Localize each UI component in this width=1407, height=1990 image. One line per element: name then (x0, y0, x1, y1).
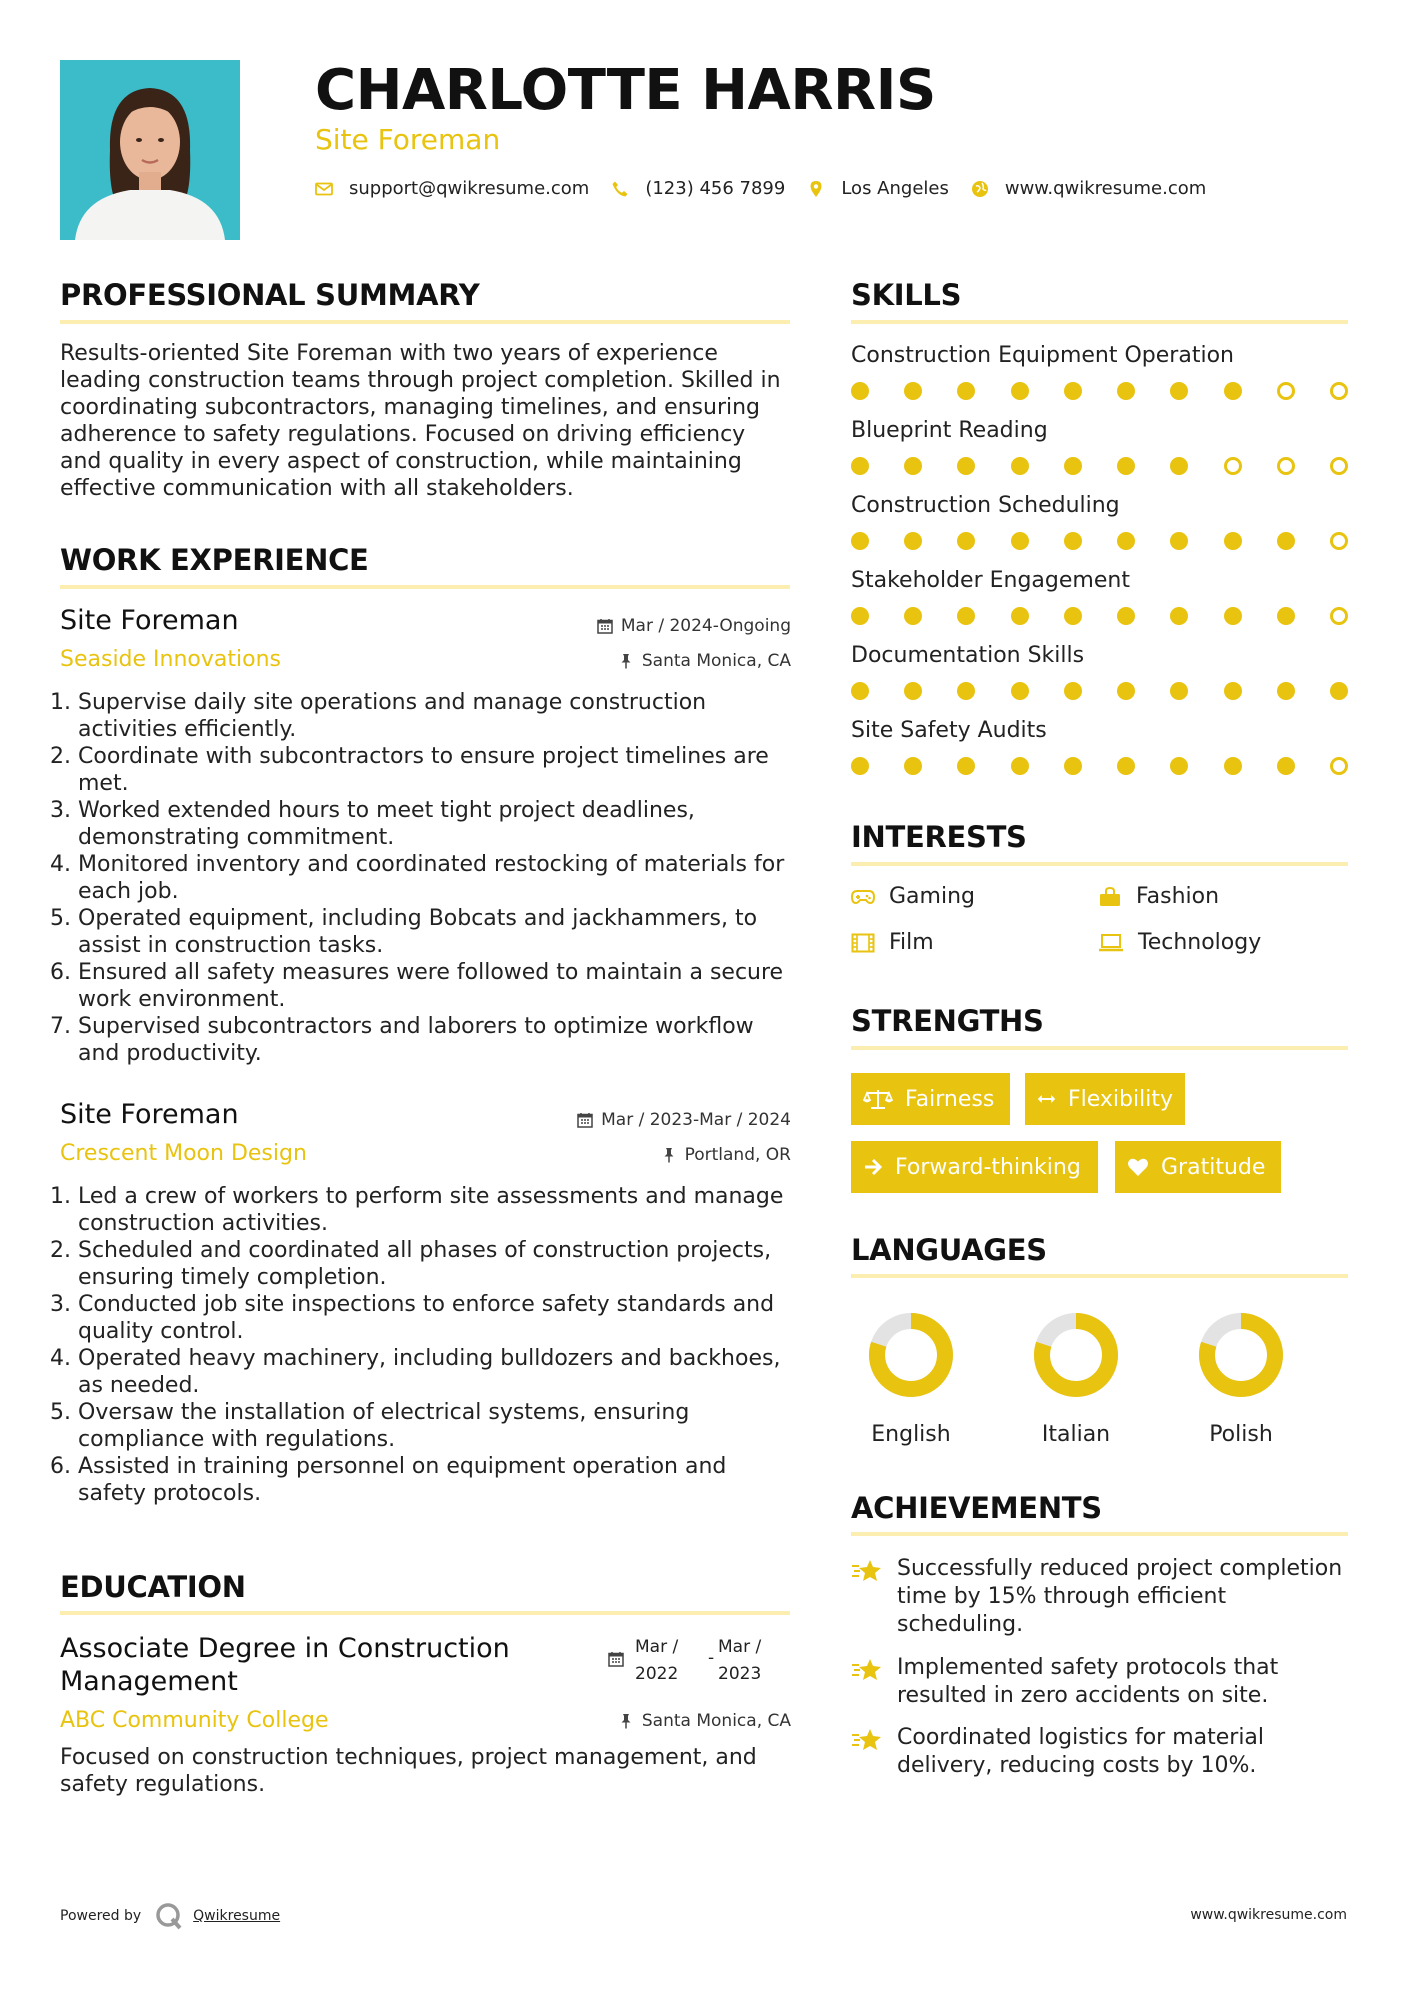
handbag-icon (1098, 887, 1122, 907)
experience-heading: WORK EXPERIENCE (60, 543, 369, 577)
date-separator: - (708, 1648, 715, 1668)
pin-icon (661, 1147, 677, 1163)
skill-dot-filled (1064, 382, 1082, 400)
profile-photo-illustration (60, 60, 240, 240)
skill-dot-filled (957, 682, 975, 700)
skill-dot-filled (1117, 757, 1135, 775)
skill-rating (851, 607, 1348, 627)
list-item: 7. Supervised subcontractors and laborers to optimize workflow and productivity. (78, 1013, 795, 1067)
strength-gratitude (1115, 1141, 1281, 1193)
job-1-location (500, 651, 791, 671)
skill-dot-filled (957, 382, 975, 400)
contact-bar (315, 178, 1228, 199)
skill-dot-filled (851, 607, 869, 625)
interest-fashion (1098, 884, 1219, 909)
skill-dot-filled (1330, 682, 1348, 700)
skill-dot-filled (851, 682, 869, 700)
skill-dot-empty (1330, 382, 1348, 400)
list-item: 6. Ensured all safety measures were followed to maintain a secure work environment. (78, 959, 795, 1013)
skill-dot-filled (904, 607, 922, 625)
skill-dot-empty (1330, 532, 1348, 550)
skill-dot-filled (904, 457, 922, 475)
skill-dot-filled (1117, 457, 1135, 475)
skill-dot-filled (1224, 757, 1242, 775)
skill-dot-filled (1170, 682, 1188, 700)
footer-website[interactable]: www.qwikresume.com (1190, 1907, 1347, 1923)
contact-email[interactable] (315, 178, 589, 199)
experience-rule (60, 585, 790, 589)
globe-icon (971, 180, 989, 198)
interest-label: Technology (1138, 930, 1262, 955)
skill-dot-filled (1170, 382, 1188, 400)
education-end: Mar / 2023 (718, 1637, 762, 1684)
interest-gaming (851, 884, 975, 909)
summary-heading: PROFESSIONAL SUMMARY (60, 278, 480, 312)
skill-rating (851, 682, 1348, 702)
job-2-date-text: Mar / 2023-Mar / 2024 (601, 1110, 791, 1130)
skill-dot-filled (1117, 532, 1135, 550)
skill-dot-filled (1224, 607, 1242, 625)
contact-location (807, 178, 949, 199)
language-label: Italian (1041, 1422, 1111, 1447)
skills-rule (851, 320, 1348, 324)
skill-rating (851, 382, 1348, 402)
footer-brand-link[interactable]: Qwikresume (193, 1908, 281, 1924)
skill-dot-filled (1224, 532, 1242, 550)
skill-dot-empty (1277, 382, 1295, 400)
envelope-icon (315, 180, 333, 198)
skill-dot-filled (1117, 382, 1135, 400)
skill-dot-filled (851, 757, 869, 775)
education-location-text: Santa Monica, CA (641, 1711, 791, 1731)
arrow-right-icon (863, 1157, 883, 1177)
skill-dot-filled (1224, 382, 1242, 400)
skill-label: Blueprint Reading (851, 418, 1048, 443)
language-ring (1031, 1310, 1121, 1400)
interest-label: Fashion (1136, 884, 1220, 909)
skill-dot-filled (904, 757, 922, 775)
contact-email-text: support@qwikresume.com (349, 178, 590, 199)
interests-rule (851, 862, 1348, 866)
skills-heading: SKILLS (851, 278, 962, 312)
skill-dot-filled (957, 757, 975, 775)
skill-dot-filled (1011, 757, 1029, 775)
arrows-horizontal-icon (1037, 1091, 1056, 1107)
education-description: Focused on construction techniques, project management, and safety regulations. (60, 1745, 757, 1797)
list-item: 4. Monitored inventory and coordinated restocking of materials for each job. (78, 851, 795, 905)
list-item: 3. Worked extended hours to meet tight project deadlines, demonstrating commitment. (78, 797, 795, 851)
job-2-company: Crescent Moon Design (60, 1141, 307, 1166)
profile-photo (60, 60, 240, 240)
skill-dot-filled (904, 682, 922, 700)
strength-label: Fairness (905, 1086, 995, 1112)
job-1-title: Site Foreman (60, 605, 239, 636)
skill-dot-filled (1064, 532, 1082, 550)
interest-label: Film (889, 930, 934, 955)
skill-dot-filled (1064, 457, 1082, 475)
education-school: ABC Community College (60, 1708, 329, 1733)
map-marker-icon (807, 180, 825, 198)
strength-label: Flexibility (1068, 1086, 1173, 1112)
education-heading: EDUCATION (60, 1570, 246, 1604)
skill-dot-filled (1277, 757, 1295, 775)
list-item: 5. Oversaw the installation of electrical systems, ensuring compliance with regulations. (78, 1399, 795, 1453)
skill-dot-filled (1064, 682, 1082, 700)
skill-dot-filled (1170, 532, 1188, 550)
summary-rule (60, 320, 790, 324)
skill-dot-filled (1117, 607, 1135, 625)
strength-flexibility (1025, 1073, 1185, 1125)
strengths-rule (851, 1046, 1348, 1050)
laptop-icon (1098, 933, 1124, 953)
calendar-icon (608, 1651, 624, 1667)
skill-dot-filled (1011, 457, 1029, 475)
skill-rating (851, 457, 1348, 477)
skill-label: Construction Equipment Operation (851, 343, 1234, 368)
skill-label: Stakeholder Engagement (851, 568, 1130, 593)
contact-website-text: www.qwikresume.com (1004, 178, 1207, 199)
qwikresume-logo-icon (155, 1902, 183, 1930)
contact-phone-text: (123) 456 7899 (645, 178, 786, 199)
skill-rating (851, 757, 1348, 777)
skill-dot-filled (851, 457, 869, 475)
skill-dot-filled (957, 607, 975, 625)
star-icon (851, 1726, 883, 1754)
skill-dot-empty (1330, 757, 1348, 775)
footer-powered-by (60, 1902, 280, 1930)
film-icon (851, 933, 875, 953)
language-label: Polish (1209, 1422, 1273, 1447)
skill-dot-empty (1277, 457, 1295, 475)
job-2-title: Site Foreman (60, 1099, 239, 1130)
languages-heading: LANGUAGES (851, 1233, 1047, 1267)
phone-icon (611, 180, 629, 198)
education-location (500, 1711, 791, 1731)
skill-dot-filled (1011, 532, 1029, 550)
balance-scale-icon (863, 1088, 893, 1110)
skill-dot-filled (1277, 607, 1295, 625)
list-item: 1. Supervise daily site operations and manage construction activities efficiently. (78, 689, 795, 743)
skill-dot-filled (1170, 607, 1188, 625)
job-2-bullets (60, 1183, 795, 1507)
language-ring (866, 1310, 956, 1400)
list-item: 4. Operated heavy machinery, including bulldozers and backhoes, as needed. (78, 1345, 795, 1399)
achievement-text: Successfully reduced project completion time by 15% through efficient scheduling. (897, 1556, 1343, 1637)
list-item: 1. Led a crew of workers to perform site assessments and manage construction activities. (78, 1183, 795, 1237)
strengths-heading: STRENGTHS (851, 1004, 1044, 1038)
language-label: English (871, 1422, 951, 1447)
list-item: 2. Coordinate with subcontractors to ensure project timelines are met. (78, 743, 795, 797)
achievement-text: Implemented safety protocols that resulted in zero accidents on site. (897, 1655, 1279, 1708)
skill-dot-filled (904, 532, 922, 550)
skill-dot-filled (1064, 757, 1082, 775)
skill-dot-filled (1277, 682, 1295, 700)
skill-label: Site Safety Audits (851, 718, 1047, 743)
interest-technology (1098, 930, 1261, 955)
skill-dot-filled (1011, 682, 1029, 700)
list-item: 3. Conducted job site inspections to enforce safety standards and quality control. (78, 1291, 795, 1345)
strength-label: Forward-thinking (895, 1154, 1081, 1180)
skill-dot-empty (1330, 607, 1348, 625)
summary-text: Results-oriented Site Foreman with two years of experience leading construction teams through project completion. Skilled in coordinating subcontractors, managing timelines, and ensuring adherence to safety regulations. Focused on driving efficiency and quality in every aspect of construction, while maintaining effective communication with all stakeholders. (60, 341, 781, 501)
strength-fairness (851, 1073, 1010, 1125)
job-1-company: Seaside Innovations (60, 647, 281, 672)
language-polish (1176, 1310, 1306, 1447)
footer-powered-text: Powered by (60, 1908, 142, 1924)
heart-icon (1127, 1157, 1149, 1177)
contact-website[interactable] (971, 178, 1206, 199)
job-1-date (500, 616, 791, 636)
calendar-icon (577, 1112, 593, 1128)
languages-rule (851, 1274, 1348, 1278)
job-2-date (480, 1110, 791, 1130)
list-item: 5. Operated equipment, including Bobcats and jackhammers, to assist in construction tasks. (78, 905, 795, 959)
list-item: 2. Scheduled and coordinated all phases of construction projects, ensuring timely completion. (78, 1237, 795, 1291)
job-1-date-text: Mar / 2024-Ongoing (620, 616, 791, 636)
achievement-text: Coordinated logistics for material delivery, reducing costs by 10%. (897, 1725, 1265, 1778)
contact-phone[interactable] (611, 178, 785, 199)
skill-dot-filled (904, 382, 922, 400)
achievements-heading: ACHIEVEMENTS (851, 1491, 1102, 1525)
star-icon (851, 1656, 883, 1684)
education-start: Mar / 2022 (635, 1637, 679, 1684)
achievements-rule (851, 1532, 1348, 1536)
achievement-item (851, 1555, 1351, 1639)
gamepad-icon (851, 888, 875, 906)
skill-dot-filled (1170, 757, 1188, 775)
skill-dot-filled (957, 457, 975, 475)
contact-location-text: Los Angeles (841, 178, 949, 199)
job-2-location-text: Portland, OR (684, 1145, 791, 1165)
skill-dot-filled (1011, 607, 1029, 625)
pin-icon (618, 653, 634, 669)
interests-heading: INTERESTS (851, 820, 1027, 854)
education-degree: Associate Degree in Construction Management (60, 1633, 510, 1697)
interest-label: Gaming (889, 884, 975, 909)
calendar-icon (597, 618, 613, 634)
language-english (846, 1310, 976, 1447)
skill-dot-filled (851, 532, 869, 550)
skill-dot-filled (1170, 457, 1188, 475)
achievement-item (851, 1724, 1351, 1780)
interest-film (851, 930, 934, 955)
skill-dot-filled (1064, 607, 1082, 625)
skill-rating (851, 532, 1348, 552)
skill-label: Construction Scheduling (851, 493, 1120, 518)
strength-label: Gratitude (1161, 1154, 1266, 1180)
education-rule (60, 1611, 790, 1615)
strength-forward-thinking (851, 1141, 1098, 1193)
skill-dot-filled (1277, 532, 1295, 550)
job-2-location (500, 1145, 791, 1165)
star-icon (851, 1557, 883, 1585)
skill-dot-filled (1117, 682, 1135, 700)
list-item: 6. Assisted in training personnel on equipment operation and safety protocols. (78, 1453, 795, 1507)
candidate-title: Site Foreman (315, 123, 501, 156)
skill-dot-filled (851, 382, 869, 400)
skill-dot-empty (1224, 457, 1242, 475)
job-1-location-text: Santa Monica, CA (641, 651, 791, 671)
job-1-bullets (60, 689, 795, 1067)
skill-dot-filled (957, 532, 975, 550)
language-italian (1011, 1310, 1141, 1447)
candidate-name: CHARLOTTE HARRIS (315, 58, 936, 123)
achievement-item (851, 1654, 1351, 1710)
skill-dot-empty (1330, 457, 1348, 475)
skill-label: Documentation Skills (851, 643, 1085, 668)
skill-dot-filled (1011, 382, 1029, 400)
pin-icon (618, 1713, 634, 1729)
skill-dot-filled (1224, 682, 1242, 700)
language-ring (1196, 1310, 1286, 1400)
